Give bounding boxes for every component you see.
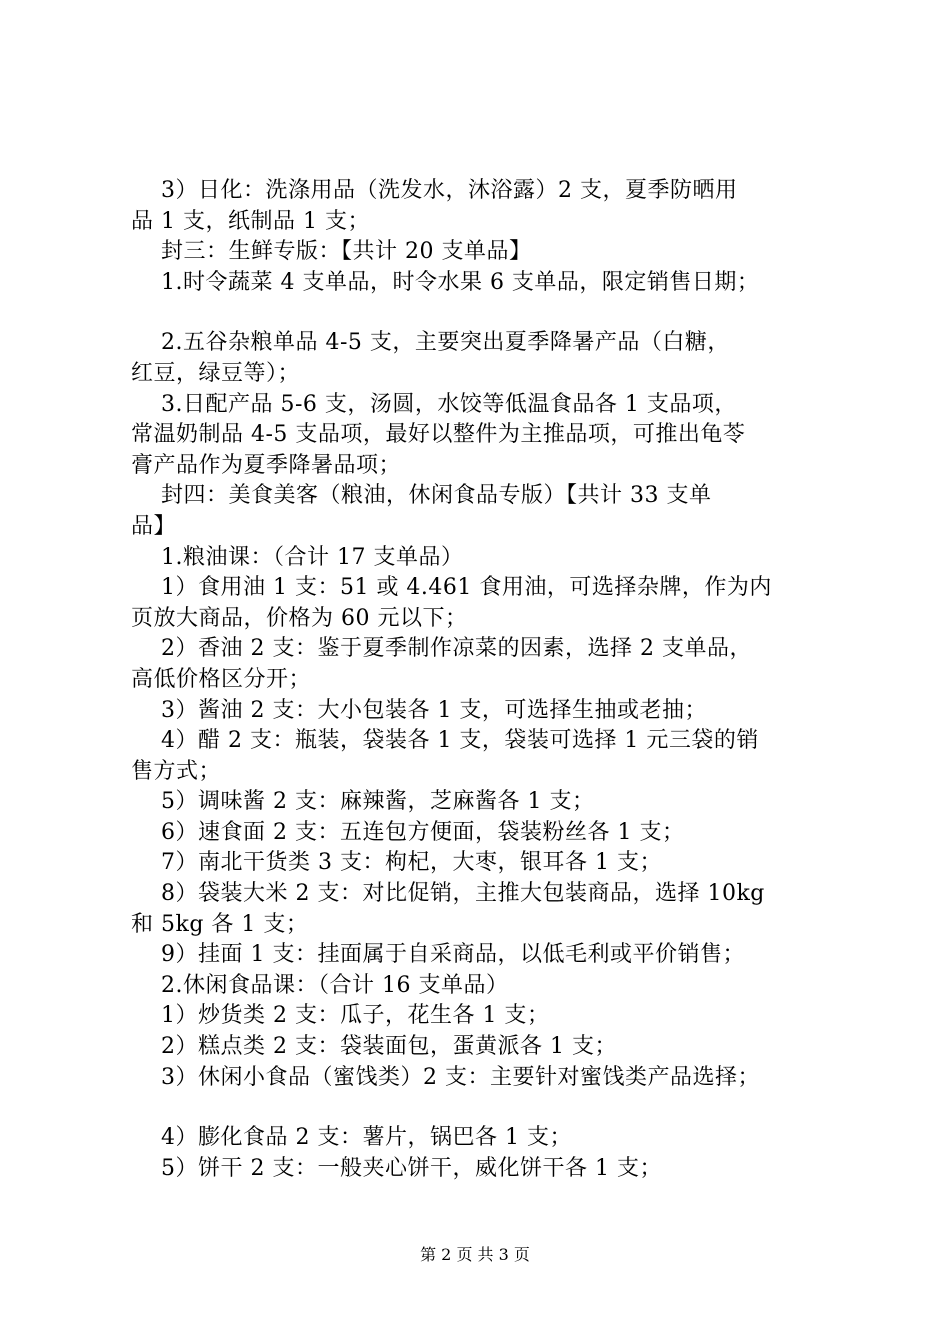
text-line: 3）酱油 2 支：大小包装各 1 支，可选择生抽或老抽； (131, 697, 707, 723)
text-line: 品 1 支，纸制品 1 支； (131, 208, 370, 234)
text-line: 封四：美食美客（粮油，休闲食品专版）【共计 33 支单 (131, 483, 712, 509)
document-body (131, 176, 839, 1184)
text-line: 3）休闲小食品（蜜饯类）2 支：主要针对蜜饯类产品选择； (131, 1064, 760, 1090)
text-line: 2.休闲食品课：（合计 16 支单品） (131, 972, 509, 998)
paragraph-gap (131, 298, 839, 328)
text-line: 2）糕点类 2 支：袋装面包，蛋黄派各 1 支； (131, 1034, 617, 1060)
text-line: 5）调味酱 2 支：麻辣酱，芝麻酱各 1 支； (131, 789, 595, 815)
text-line: 高低价格区分开； (131, 666, 312, 692)
page-number-footer: 第 2 页 共 3 页 (420, 1245, 530, 1264)
text-line: 封三：生鲜专版：【共计 20 支单品】 (131, 239, 532, 265)
text-line: 6）速食面 2 支：五连包方便面，袋装粉丝各 1 支； (131, 819, 685, 845)
text-line: 售方式； (131, 758, 222, 784)
text-line: 2）香油 2 支：鉴于夏季制作凉菜的因素，选择 2 支单品， (131, 636, 752, 662)
paragraph-gap (131, 1093, 839, 1123)
text-line: 2.五谷杂粮单品 4-5 支，主要突出夏季降暑产品（白糖， (131, 330, 730, 356)
text-line: 9）挂面 1 支：挂面属于自采商品，以低毛利或平价销售； (131, 942, 745, 968)
text-line: 4）膨化食品 2 支：薯片，锅巴各 1 支； (131, 1125, 572, 1151)
text-line: 品】 (131, 513, 177, 539)
text-line: 1）炒货类 2 支：瓜子，花生各 1 支； (131, 1003, 550, 1029)
text-line: 膏产品作为夏季降暑品项； (131, 452, 402, 478)
text-line: 1.粮油课：（合计 17 支单品） (131, 544, 464, 570)
text-line: 1.时令蔬菜 4 支单品，时令水果 6 支单品，限定销售日期； (131, 269, 760, 295)
text-line: 页放大商品，价格为 60 元以下； (131, 605, 468, 631)
text-line: 和 5kg 各 1 支； (131, 911, 309, 937)
text-line: 红豆，绿豆等）； (131, 360, 301, 386)
text-line: 3.日配产品 5-6 支，汤圆，水饺等低温食品各 1 支品项， (131, 391, 737, 417)
text-line: 7）南北干货类 3 支：枸杞，大枣，银耳各 1 支； (131, 850, 662, 876)
text-line: 5）饼干 2 支：一般夹心饼干，威化饼干各 1 支； (131, 1155, 662, 1181)
text-line: 4）醋 2 支：瓶装，袋装各 1 支，袋装可选择 1 元三袋的销 (131, 728, 759, 754)
text-line: 1）食用油 1 支：51 或 4.461 食用油，可选择杂牌，作为内 (131, 575, 772, 601)
text-line: 3）日化：洗涤用品（洗发水，沐浴露）2 支，夏季防晒用 (131, 178, 738, 203)
text-line: 8）袋装大米 2 支：对比促销，主推大包装商品，选择 10kg (131, 881, 765, 907)
text-line: 常温奶制品 4-5 支品项，最好以整件为主推品项，可推出龟苓 (131, 422, 746, 448)
